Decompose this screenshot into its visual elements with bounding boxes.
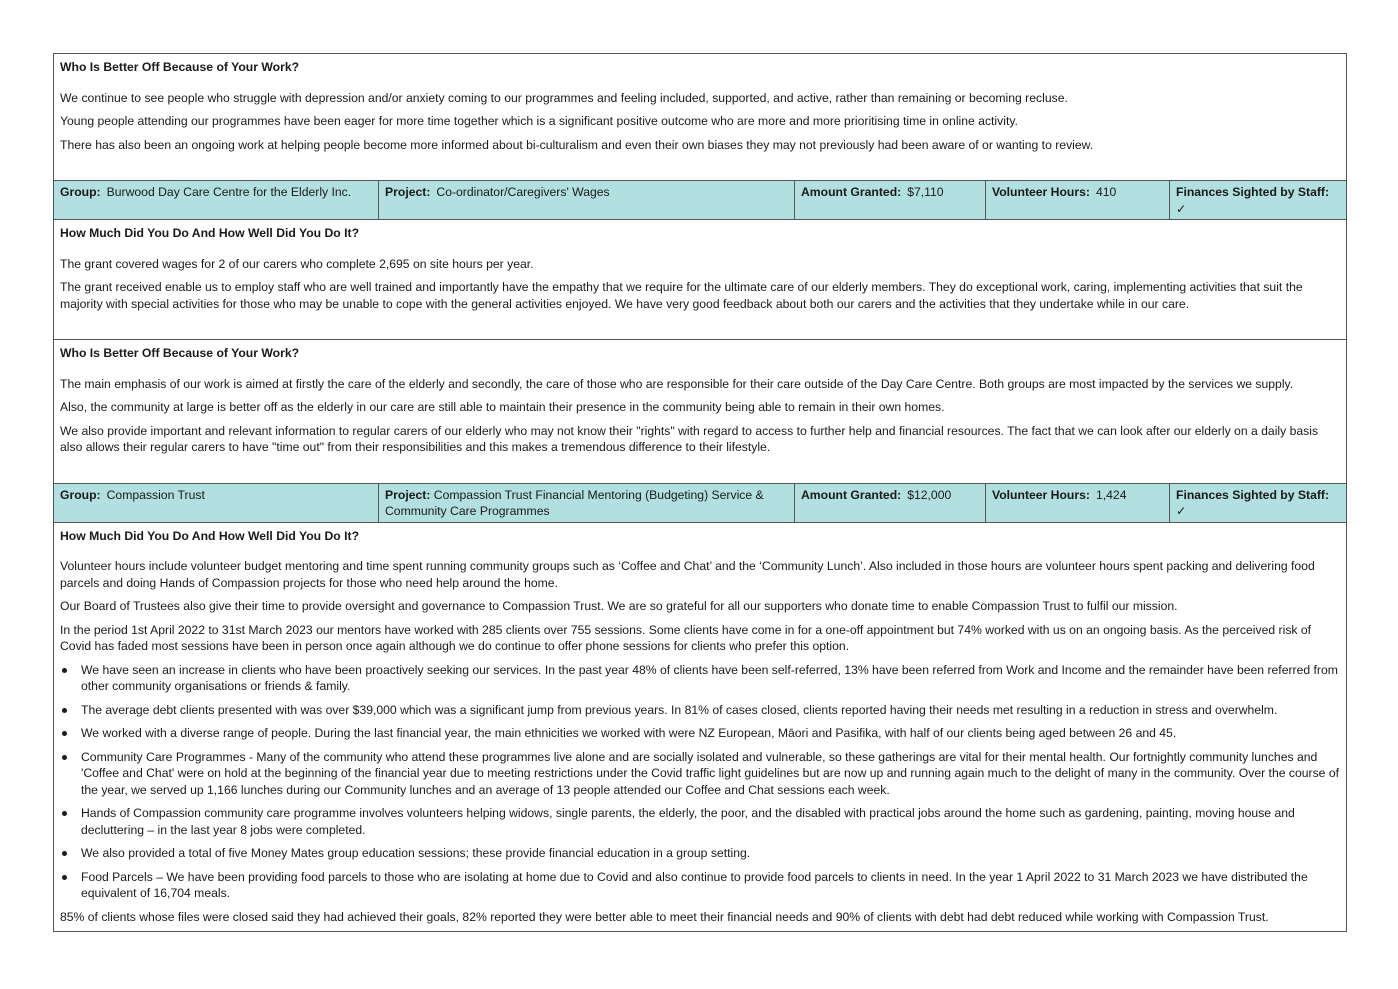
volunteer-value: 410: [1095, 185, 1117, 199]
list-item: The average debt clients presented with was over $39,000 which was a significant jump from previous years. In 81% of cases closed, clients reported having their needs met resulting in a reduction in stress and overwhelm.: [81, 702, 1340, 719]
amount-value: $7,110: [907, 185, 944, 199]
list-item: Hands of Compassion community care programme involves volunteers helping widows, single parents, the elderly, the poor, and the disabled with practical jobs around the home such as gardening, painting, moving house and decluttering – in the last year 8 jobs were completed.: [81, 805, 1340, 838]
project-cell: [379, 484, 795, 522]
group-value: Compassion Trust: [106, 487, 205, 502]
amount-value: $12,000: [907, 487, 952, 502]
checkmark-icon: ✓: [1176, 504, 1187, 518]
volunteer-label: Volunteer Hours:: [992, 487, 1090, 502]
paragraph: We continue to see people who struggle with depression and/or anxiety coming to our programmes and feeling included, supported, and active, rather than remaining or becoming recluse.: [60, 90, 1068, 105]
group-cell: [54, 181, 379, 219]
paragraph: We also provide important and relevant information to regular carers of our elderly who may not know their "rights" with regard to access to further help and financial resources. The fact that we can look after our elderly on a daily basis also allows their regular carers to have "time out" from their responsibilities and this makes a tremendous difference to their lifestyle.: [60, 423, 1319, 454]
list-item: Community Care Programmes - Many of the community who attend these programmes live alone and are socially isolated and vulnerable, so these gatherings are vital for their mental health. Our fortnightly community lunches and 'Coffee and Chat' were on hold at the beginning of the financial year due to meeting restrictions under the Covid traffic light guidelines but are now up and running again much to the delight of many in the community. Over the course of the year, we served up 1,166 lunches during our Community lunches and an average of 13 people attended our Coffee and Chat sessions each week.: [81, 749, 1340, 797]
project-cell: [379, 181, 795, 219]
project-value: Co-ordinator/Caregivers' Wages: [436, 185, 610, 199]
paragraph: Volunteer hours include volunteer budget mentoring and time spent running community groups such as ‘Coffee and Chat’ and the ‘Community Lunch’. Also included in those hours are volunteer hours spent packing and delivering food parcels and doing Hands of Compassion projects for those who need help around the home.: [60, 559, 1315, 590]
report-document: [53, 53, 1347, 932]
list-item: We have seen an increase in clients who have been proactively seeking our services. In the past year 48% of clients have been self-referred, 13% have been referred from Work and Income and the remainder have been referred from other community organisations or friends & family.: [81, 662, 1340, 695]
list-item: Food Parcels – We have been providing food parcels to those who are isolating at home due to Covid and also continue to provide food parcels to clients in need. In the year 1 April 2022 to 31 March 2023 we have distributed the equivalent of 16,704 meals.: [81, 869, 1340, 902]
grant-header-row-burwood: [54, 181, 1346, 220]
better-off-section-previous: [54, 54, 1346, 181]
project-value: Compassion Trust Financial Mentoring (Budgeting) Service & Community Care Programmes: [385, 487, 764, 518]
paragraph: Our Board of Trustees also give their time to provide oversight and governance to Compassion Trust. We are so grateful for all our supporters who donate time to enable Compassion Trust to fulfil our mission.: [60, 599, 1178, 613]
paragraph: The grant covered wages for 2 of our carers who complete 2,695 on site hours per year.: [60, 256, 534, 271]
paragraph: Also, the community at large is better off as the elderly in our care are still able to maintain their presence in the community being able to remain in their own homes.: [60, 400, 945, 414]
amount-cell: [795, 484, 986, 522]
grant-header-row-compassion: [54, 484, 1346, 523]
finances-label: Finances Sighted by Staff:: [1176, 487, 1330, 502]
group-value: Burwood Day Care Centre for the Elderly Inc.: [106, 185, 352, 199]
how-much-section-compassion: [54, 523, 1346, 932]
how-much-section-burwood: [54, 220, 1346, 340]
section-heading: Who Is Better Off Because of Your Work?: [60, 60, 300, 74]
section-heading: How Much Did You Do And How Well Did You Do It?: [60, 226, 360, 240]
project-label: Project:: [385, 185, 431, 199]
group-cell: [54, 484, 379, 522]
amount-label: Amount Granted:: [801, 185, 902, 199]
better-off-section-burwood: [54, 340, 1346, 484]
amount-cell: [795, 181, 986, 219]
list-item: We worked with a diverse range of people. During the last financial year, the main ethnicities we worked with were NZ European, Māori and Pasifika, with half of our clients being aged between 26 and 45.: [81, 725, 1340, 742]
list-item: We also provided a total of five Money Mates group education sessions; these provide financial education in a group setting.: [81, 845, 1340, 862]
finances-cell: [1170, 484, 1346, 522]
volunteer-value: 1,424: [1095, 487, 1127, 502]
section-heading: How Much Did You Do And How Well Did You Do It?: [60, 528, 360, 543]
paragraph: In the period 1st April 2022 to 31st March 2023 our mentors have worked with 285 clients over 755 sessions. Some clients have come in for a one-off appointment but 74% worked with us on an ongoing basis. As the perceived risk of Covid has faded most sessions have been in person once again although we do continue to offer phone sessions for clients who prefer this option.: [60, 622, 1312, 653]
checkmark-icon: ✓: [1176, 201, 1187, 216]
amount-label: Amount Granted:: [801, 487, 902, 502]
project-label: Project:: [385, 487, 431, 502]
closing-paragraph: 85% of clients whose files were closed said they had achieved their goals, 82% reported they were better able to meet their financial needs and 90% of clients with debt had debt reduced while working with Compassion Trust.: [60, 909, 1269, 924]
finances-label: Finances Sighted by Staff:: [1176, 185, 1330, 199]
section-heading: Who Is Better Off Because of Your Work?: [60, 346, 300, 360]
group-label: Group:: [60, 487, 101, 502]
paragraph: The main emphasis of our work is aimed at firstly the care of the elderly and secondly, the care of those who are responsible for their care outside of the Day Care Centre. Both groups are most impacted by the services we supply.: [60, 376, 1294, 391]
volunteer-label: Volunteer Hours:: [992, 185, 1090, 199]
finances-cell: [1170, 181, 1346, 219]
group-label: Group:: [60, 185, 101, 199]
paragraph: The grant received enable us to employ staff who are well trained and importantly have the empathy that we require for the ultimate care of our elderly members. They do exceptional work, caring, implementing activities that suit the majority with special activities for those who may be unable to cope with the general activities enjoyed. We have very good feedback about both our carers and the activities that they undertake while in our care.: [60, 280, 1303, 311]
volunteer-cell: [986, 181, 1170, 219]
volunteer-cell: [986, 484, 1170, 522]
paragraph: There has also been an ongoing work at helping people become more informed about bi-culturalism and even their own biases they may not previously had been aware of or wanting to review.: [60, 137, 1094, 152]
outcomes-bullet-list: [60, 662, 1340, 902]
paragraph: Young people attending our programmes have been eager for more time together which is a significant positive outcome who are more and more prioritising time in online activity.: [60, 114, 1018, 128]
